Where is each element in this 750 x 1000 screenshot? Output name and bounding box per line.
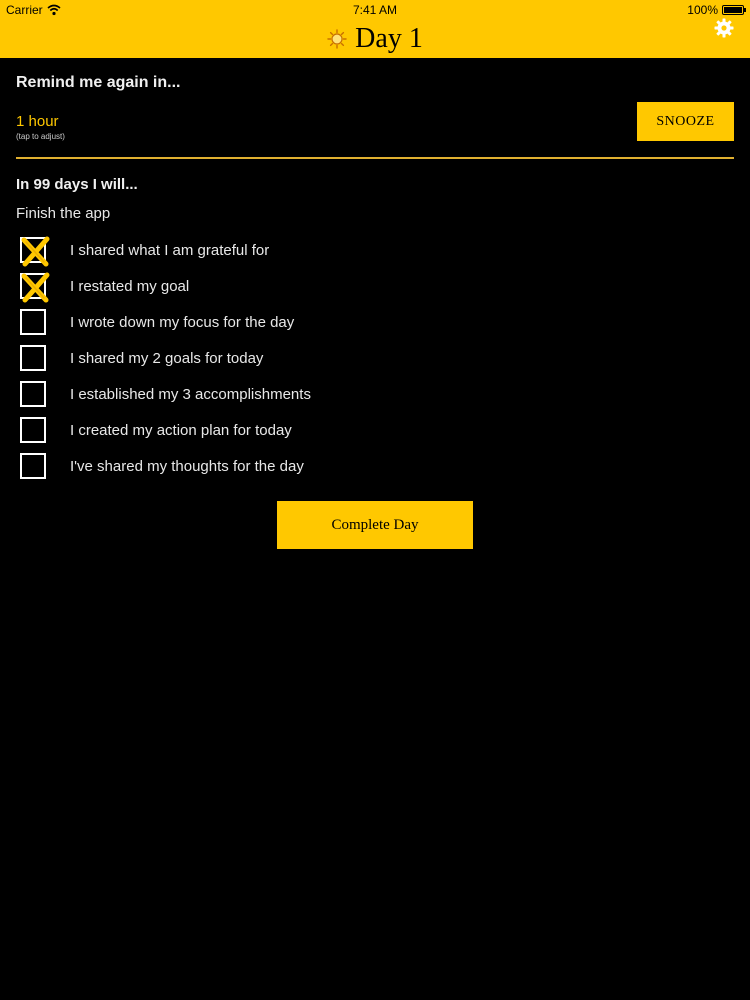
title-area — [0, 20, 750, 58]
checkbox[interactable] — [20, 453, 46, 479]
checklist-item[interactable] — [20, 379, 311, 409]
header-bar — [0, 0, 750, 58]
checkbox-checked[interactable] — [20, 237, 46, 263]
status-time: 7:41 AM — [352, 3, 398, 17]
battery-icon — [722, 5, 744, 15]
gear-icon[interactable] — [714, 18, 734, 38]
checklist-item-label: I shared what I am grateful for — [70, 241, 270, 259]
checklist-item[interactable] — [20, 451, 304, 481]
sun-icon — [327, 29, 347, 49]
checkbox[interactable] — [20, 309, 46, 335]
remind-label: Remind me again in... — [16, 74, 181, 91]
checklist-item-label: I shared my 2 goals for today — [70, 349, 264, 367]
battery-indicator — [687, 0, 744, 20]
tap-hint: (tap to adjust) — [16, 132, 65, 141]
snooze-duration[interactable]: 1 hour — [16, 113, 59, 130]
checkbox[interactable] — [20, 345, 46, 371]
checklist-item[interactable] — [20, 271, 189, 301]
checklist-item-label: I've shared my thoughts for the day — [70, 457, 304, 475]
complete-day-button[interactable]: Complete Day — [277, 501, 473, 549]
checklist-item-label: I restated my goal — [70, 277, 190, 295]
check-x-icon — [18, 235, 52, 269]
checklist-item-label: I created my action plan for today — [70, 421, 292, 439]
check-x-icon — [18, 271, 52, 305]
checklist-item[interactable] — [20, 307, 294, 337]
checklist-item-label: I wrote down my focus for the day — [70, 313, 295, 331]
snooze-button[interactable]: SNOOZE — [637, 102, 734, 141]
checklist-item[interactable] — [20, 235, 269, 265]
divider — [16, 157, 734, 159]
goal-text: Finish the app — [16, 205, 111, 222]
goal-heading: In 99 days I will... — [16, 176, 138, 193]
battery-percent: 100% — [687, 3, 718, 17]
checkbox[interactable] — [20, 381, 46, 407]
status-bar — [0, 0, 750, 20]
page-title: Day 1 — [355, 23, 423, 54]
checklist-item[interactable] — [20, 343, 263, 373]
checklist-item-label: I established my 3 accomplishments — [70, 385, 311, 403]
checkbox[interactable] — [20, 417, 46, 443]
checklist-item[interactable] — [20, 415, 292, 445]
carrier-label: Carrier — [6, 3, 43, 17]
checkbox-checked[interactable] — [20, 273, 46, 299]
